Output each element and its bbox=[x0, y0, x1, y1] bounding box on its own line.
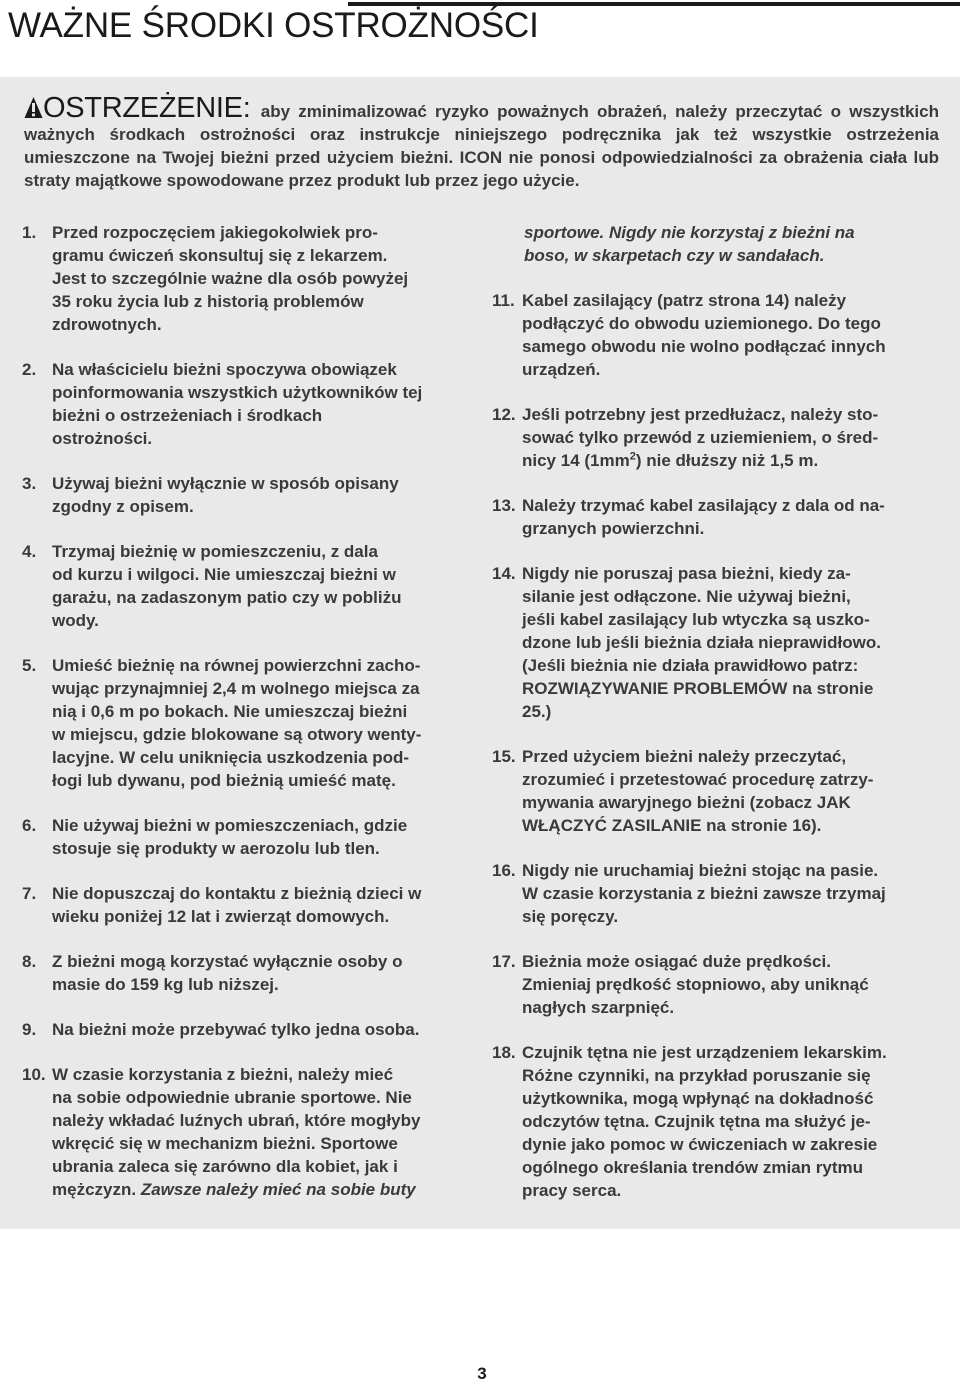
item-line: Nigdy nie uruchamiaj bieżni stojąc na pasie. bbox=[522, 861, 879, 880]
item-line: wując przynajmniej 2,4 m wolnego miejsca za bbox=[52, 679, 420, 698]
item-number: 17. bbox=[492, 952, 516, 971]
item-line: Na bieżni może przebywać tylko jedna osoba. bbox=[52, 1020, 420, 1039]
item-line: Nie dopuszczaj do kontaktu z bieżnią dzieci w bbox=[52, 884, 422, 903]
list-item bbox=[22, 540, 468, 632]
item-line: Przed rozpoczęciem jakiegokolwiek pro- bbox=[52, 223, 378, 242]
item-line: Umieść bieżnię na równej powierzchni zacho- bbox=[52, 656, 421, 675]
item-line: urządzeń. bbox=[522, 360, 601, 379]
item-number: 8. bbox=[22, 952, 37, 971]
item-line: łogi lub dywanu, pod bieżnią umieść matę. bbox=[52, 771, 396, 790]
item-line: lacyjne. W celu uniknięcia uszkodzenia pod- bbox=[52, 748, 410, 767]
list-item bbox=[492, 494, 932, 540]
item-line: należy wkładać luźnych ubrań, które mogłyby bbox=[52, 1111, 421, 1130]
item-line: nagłych szarpnięć. bbox=[522, 998, 675, 1017]
item-line: wkręcić się w mechanizm bieżni. Sportowe bbox=[52, 1134, 398, 1153]
item-line: Przed użyciem bieżni należy przeczytać, bbox=[522, 747, 847, 766]
left-column bbox=[22, 221, 468, 1223]
item-number: 10. bbox=[22, 1065, 46, 1084]
item-number: 9. bbox=[22, 1020, 37, 1039]
item-line: pracy serca. bbox=[522, 1181, 622, 1200]
item-line: odczytów tętna. Czujnik tętna ma służyć je- bbox=[522, 1112, 871, 1131]
item-line: mywania awaryjnego bieżni (zobacz JAK bbox=[522, 793, 851, 812]
item-line: WŁĄCZYĆ ZASILANIE na stronie 16). bbox=[522, 816, 822, 835]
item-number: 2. bbox=[22, 360, 37, 379]
superscript: 2 bbox=[629, 450, 636, 463]
item-number: 11. bbox=[492, 291, 515, 310]
item-number: 5. bbox=[22, 656, 37, 675]
item-line: zgodny z opisem. bbox=[52, 497, 194, 516]
item-number: 14. bbox=[492, 564, 516, 583]
item-line: Nie używaj bieżni w pomieszczeniach, gdzie bbox=[52, 816, 408, 835]
item-line: silanie jest odłączone. Nie używaj bieżni, bbox=[522, 587, 851, 606]
item-line: Bieżnia może osiągać duże prędkości. bbox=[522, 952, 831, 971]
item-line: Czujnik tętna nie jest urządzeniem lekarskim. bbox=[522, 1043, 887, 1062]
item-line: grzanych powierzchni. bbox=[522, 519, 705, 538]
item-line: Należy trzymać kabel zasilający z dala od na- bbox=[522, 496, 885, 515]
item-line: Nigdy nie poruszaj pasa bieżni, kiedy za- bbox=[522, 564, 851, 583]
list-item bbox=[492, 403, 932, 472]
list-item bbox=[22, 472, 468, 518]
item-line: ROZWIĄZYWANIE PROBLEMÓW na stronie bbox=[522, 679, 874, 698]
list-item bbox=[22, 1018, 468, 1041]
item-number: 18. bbox=[492, 1043, 516, 1062]
item-line: ostrożności. bbox=[52, 429, 153, 448]
item-line: zdrowotnych. bbox=[52, 315, 162, 334]
item-line: użytkownika, mogą wpłynąć na dokładność bbox=[522, 1089, 874, 1108]
item-line: się poręczy. bbox=[522, 907, 619, 926]
item-number: 15. bbox=[492, 747, 516, 766]
warning-heading bbox=[24, 92, 251, 124]
item-line: garażu, na zadaszonym patio czy w pobliżu bbox=[52, 588, 402, 607]
item-italic-text: Zawsze należy mieć na sobie buty bbox=[140, 1180, 416, 1199]
list-item bbox=[492, 859, 932, 928]
item-line: gramu ćwiczeń skonsultuj się z lekarzem. bbox=[52, 246, 388, 265]
item-line: W czasie korzystania z bieżni zawsze trzymaj bbox=[522, 884, 886, 903]
item-line: ogólnego określania trendów zmian rytmu bbox=[522, 1158, 863, 1177]
item-line: Używaj bieżni wyłącznie w sposób opisany bbox=[52, 474, 399, 493]
item-number: 16. bbox=[492, 861, 516, 880]
warning-text: aby zminimalizować ryzyko poważnych obrażeń, należy przeczytać o wszystkich ważnych środkach ostrożności oraz instrukcje niniejszego podręcznika jak też wszystkie ostrzeżenia umieszczone na Twojej bieżni przed użyciem bieżni. ICON nie ponosi odpowiedzialności za obrażenia ciała lub straty majątkowe spowodowane przez produkt lub przez jego użycie. bbox=[24, 102, 939, 190]
item-line: zrozumieć i przetestować procedurę zatrzy- bbox=[522, 770, 874, 789]
item-line: jeśli kabel zasilający lub wtyczka są uszko- bbox=[522, 610, 870, 629]
item-line: Jeśli potrzebny jest przedłużacz, należy sto- bbox=[522, 405, 879, 424]
item-line: W czasie korzystania z bieżni, należy mieć bbox=[52, 1065, 394, 1084]
item-line: Z bieżni mogą korzystać wyłącznie osoby o bbox=[52, 952, 403, 971]
item-line: masie do 159 kg lub niższej. bbox=[52, 975, 279, 994]
item-line: boso, w skarpetach czy w sandałach. bbox=[524, 246, 825, 265]
list-item bbox=[492, 1041, 932, 1202]
page-title: WAŻNE ŚRODKI OSTROŻNOŚCI bbox=[8, 6, 539, 45]
item-text: ) nie dłuższy niż 1,5 m. bbox=[635, 451, 819, 470]
item-line: poinformowania wszystkich użytkowników tej bbox=[52, 383, 423, 402]
item-line: wieku poniżej 12 lat i zwierząt domowych. bbox=[52, 907, 390, 926]
item-line: sportowe. Nigdy nie korzystaj z bieżni na bbox=[524, 223, 855, 242]
item-number: 13. bbox=[492, 496, 516, 515]
list-item bbox=[492, 950, 932, 1019]
item-line: Jest to szczególnie ważne dla osób powyżej bbox=[52, 269, 409, 288]
item-line: wody. bbox=[52, 611, 99, 630]
list-item bbox=[22, 950, 468, 996]
item-number: 1. bbox=[22, 223, 37, 242]
right-column bbox=[492, 221, 932, 1224]
item-line: (Jeśli bieżnia nie działa prawidłowo patrz: bbox=[522, 656, 859, 675]
item-line: w miejscu, gdzie blokowane są otwory wenty- bbox=[52, 725, 422, 744]
list-item bbox=[22, 882, 468, 928]
warning-box bbox=[24, 92, 939, 192]
item-text: nicy 14 (1mm bbox=[522, 451, 630, 470]
list-item bbox=[492, 745, 932, 837]
list-item bbox=[22, 221, 468, 336]
item-line: Na właścicielu bieżni spoczywa obowiązek bbox=[52, 360, 397, 379]
item-line: dzone lub jeśli bieżnia działa nieprawidłowo. bbox=[522, 633, 881, 652]
list-item bbox=[22, 814, 468, 860]
item-line: Kabel zasilający (patrz strona 14) należy bbox=[522, 291, 847, 310]
item-line bbox=[52, 1178, 468, 1201]
item-number: 7. bbox=[22, 884, 37, 903]
warning-label: OSTRZEŻENIE: bbox=[43, 92, 251, 124]
item-line: Trzymaj bieżnię w pomieszczeniu, z dala bbox=[52, 542, 378, 561]
item-line: 25.) bbox=[522, 702, 552, 721]
item-number: 12. bbox=[492, 405, 516, 424]
item-line: nią i 0,6 m po bokach. Nie umieszczaj bieżni bbox=[52, 702, 408, 721]
warning-triangle-icon bbox=[24, 96, 43, 120]
item-line: Zmieniaj prędkość stopniowo, aby uniknąć bbox=[522, 975, 869, 994]
page-number: 3 bbox=[477, 1364, 487, 1383]
list-item-continuation bbox=[524, 221, 932, 267]
list-item bbox=[22, 1063, 468, 1201]
item-line: stosuje się produkty w aerozolu lub tlen. bbox=[52, 839, 380, 858]
item-line bbox=[522, 449, 932, 472]
item-line: od kurzu i wilgoci. Nie umieszczaj bieżni w bbox=[52, 565, 396, 584]
item-line: Różne czynniki, na przykład poruszanie się bbox=[522, 1066, 871, 1085]
item-line: 35 roku życia lub z historią problemów bbox=[52, 292, 364, 311]
item-line: dynie jako pomoc w ćwiczeniach w zakresie bbox=[522, 1135, 878, 1154]
item-number: 4. bbox=[22, 542, 37, 561]
item-number: 6. bbox=[22, 816, 37, 835]
list-item bbox=[492, 562, 932, 723]
list-item bbox=[492, 289, 932, 381]
item-line: bieżni o ostrzeżeniach i środkach bbox=[52, 406, 323, 425]
item-line: samego obwodu nie wolno podłączać innych bbox=[522, 337, 886, 356]
item-text: mężczyzn. bbox=[52, 1180, 141, 1199]
item-line: na sobie odpowiednie ubranie sportowe. Nie bbox=[52, 1088, 412, 1107]
list-item bbox=[22, 358, 468, 450]
item-line: podłączyć do obwodu uziemionego. Do tego bbox=[522, 314, 881, 333]
item-number: 3. bbox=[22, 474, 37, 493]
item-line: ubrania zaleca się zarówno dla kobiet, jak i bbox=[52, 1157, 398, 1176]
list-item bbox=[22, 654, 468, 792]
item-line: sować tylko przewód z uziemieniem, o śred- bbox=[522, 428, 879, 447]
